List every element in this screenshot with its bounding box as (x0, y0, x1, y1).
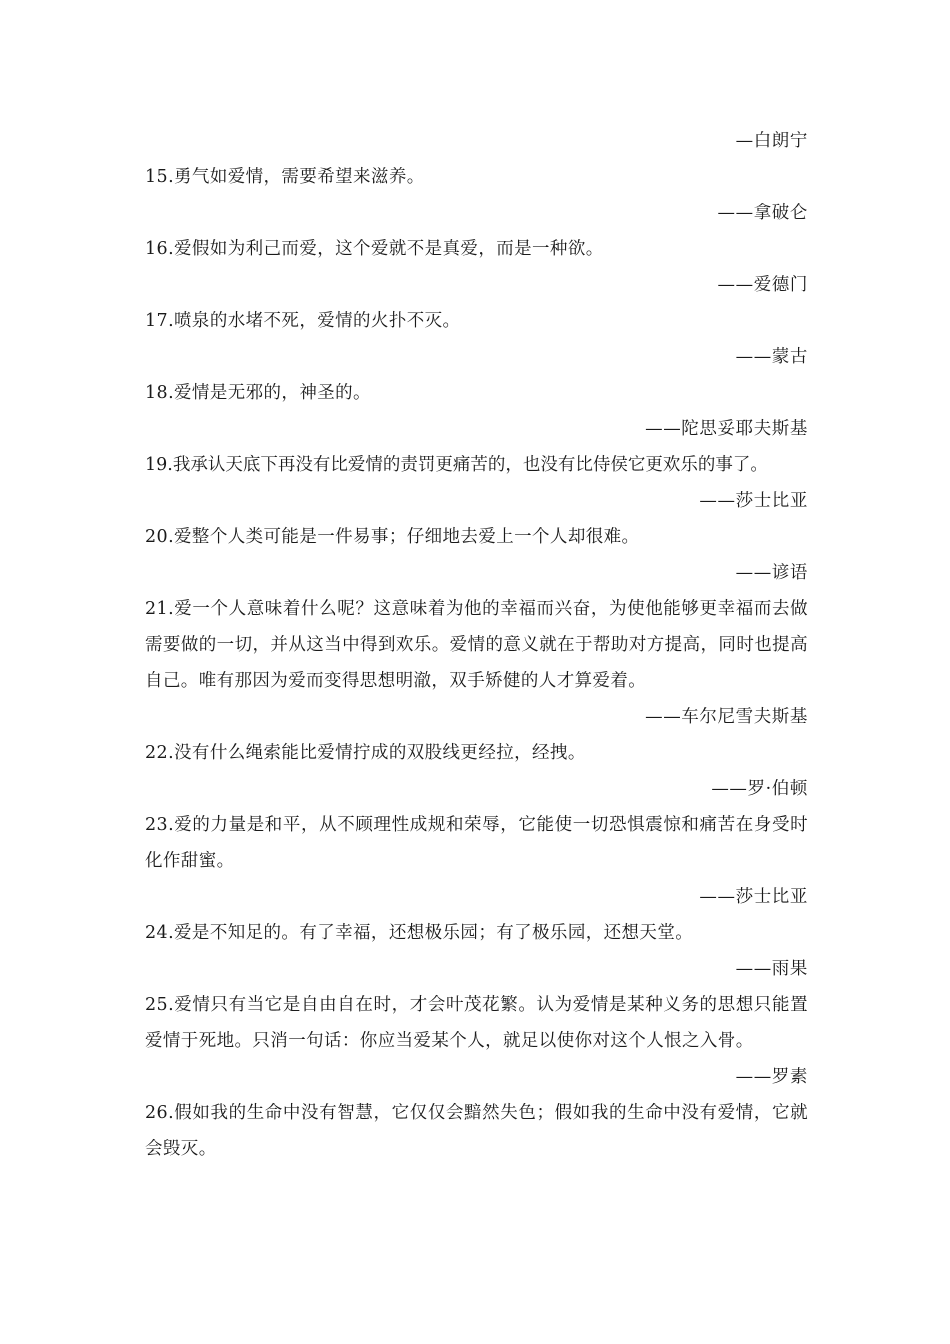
quote-author: ——蒙古 (735, 347, 808, 367)
quote-author: ——莎士比亚 (699, 491, 808, 511)
quote-text: 16.爱假如为利己而爱，这个爱就不是真爱，而是一种欲。 (145, 239, 604, 259)
quote-text: 20.爱整个人类可能是一件易事；仔细地去爱上一个人却很难。 (145, 527, 640, 547)
quote-author: ——莎士比亚 (699, 887, 808, 907)
quote-text: 26.假如我的生命中没有智慧，它仅仅会黯然失色；假如我的生命中没有爱情，它就会毁灭。 (145, 1103, 808, 1159)
quote-author: ——拿破仑 (717, 203, 808, 223)
quote-author: —白朗宁 (735, 131, 808, 151)
quote-text: 19.我承认天底下再没有比爱情的责罚更痛苦的，也没有比侍侯它更欢乐的事了。 (145, 455, 768, 475)
quote-author: ——罗·伯顿 (711, 779, 808, 799)
quote-list (145, 123, 808, 1167)
quote-text: 15.勇气如爱情，需要希望来滋养。 (145, 167, 425, 187)
quote-author: ——陀思妥耶夫斯基 (645, 419, 808, 439)
quote-author: ——罗素 (735, 1067, 808, 1087)
quote-text: 24.爱是不知足的。有了幸福，还想极乐园；有了极乐园，还想天堂。 (145, 923, 694, 943)
quote-author: ——车尔尼雪夫斯基 (645, 707, 808, 727)
quote-text: 23.爱的力量是和平，从不顾理性成规和荣辱，它能使一切恐惧震惊和痛苦在身受时化作甜蜜。 (145, 815, 808, 871)
quote-text: 22.没有什么绳索能比爱情拧成的双股线更经拉，经拽。 (145, 743, 586, 763)
quote-text: 25.爱情只有当它是自由自在时，才会叶茂花繁。认为爱情是某种义务的思想只能置爱情于死地。只消一句话：你应当爱某个人，就足以使你对这个人恨之入骨。 (145, 995, 808, 1051)
quote-author: ——雨果 (735, 959, 808, 979)
quote-text: 18.爱情是无邪的，神圣的。 (145, 383, 371, 403)
quote-text: 17.喷泉的水堵不死，爱情的火扑不灭。 (145, 311, 461, 331)
quote-author: ——谚语 (735, 563, 808, 583)
quote-text: 21.爱一个人意味着什么呢？这意味着为他的幸福而兴奋，为使他能够更幸福而去做需要做的一切，并从这当中得到欢乐。爱情的意义就在于帮助对方提高，同时也提高自己。唯有那因为爱而变得思想明澈，双手矫健的人才算爱着。 (145, 599, 808, 691)
quote-author: ——爱德门 (717, 275, 808, 295)
